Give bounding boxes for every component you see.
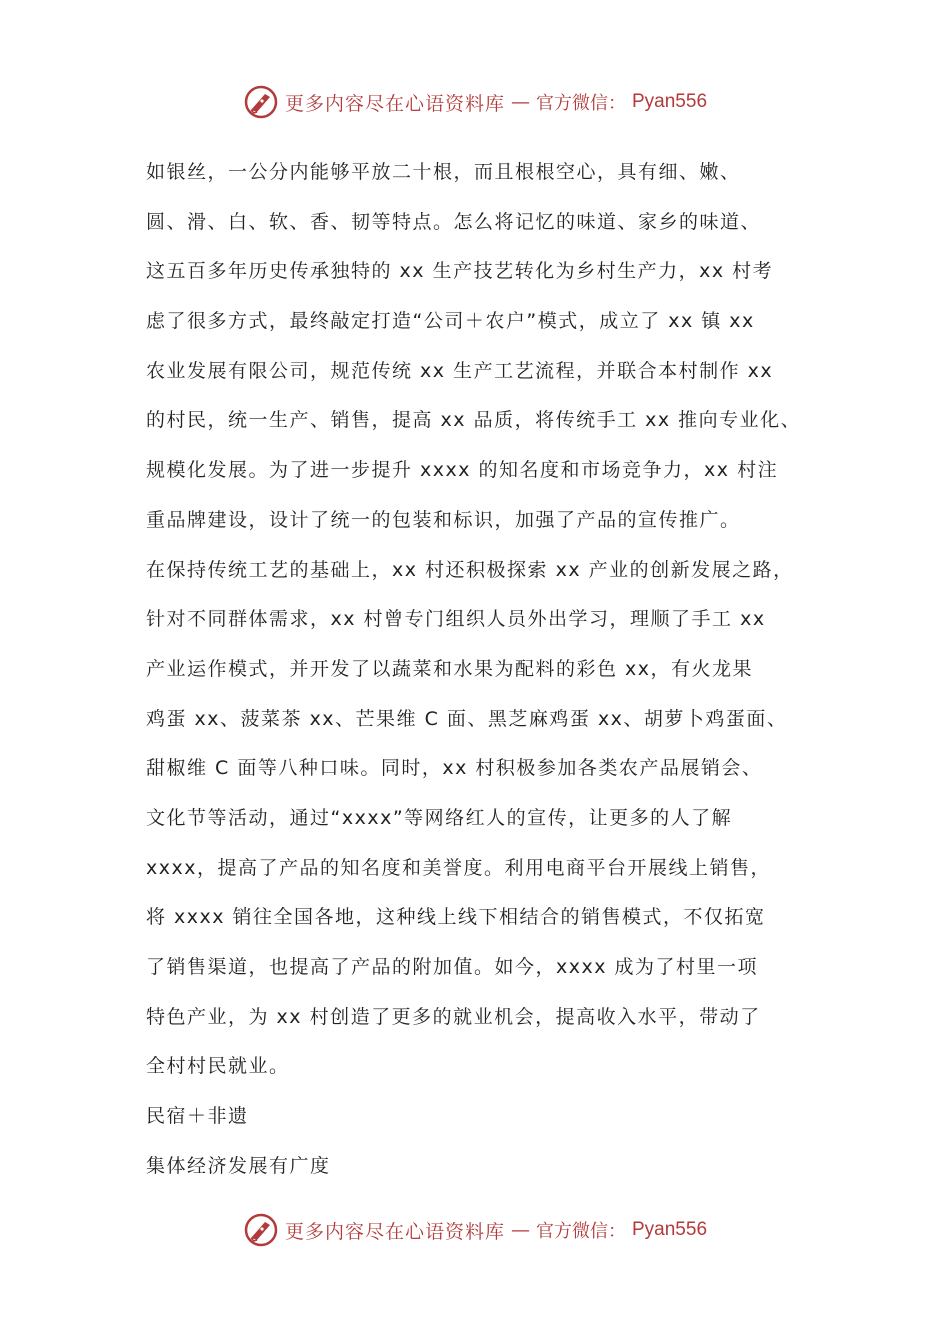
body-line: 这五百多年历史传承独特的 xx 生产技艺转化为乡村生产力，xx 村考 <box>146 260 774 283</box>
body-line: 特色产业，为 xx 村创造了更多的就业机会，提高收入水平，带动了 <box>146 1005 761 1028</box>
document-body <box>146 148 826 1191</box>
header-dash: — <box>511 91 530 113</box>
body-line: 规模化发展。为了进一步提升 xxxx 的知名度和市场竞争力，xx 村注 <box>146 459 779 482</box>
footer-banner <box>0 1210 950 1250</box>
body-line: 了销售渠道，也提高了产品的附加值。如今，xxxx 成为了村里一项 <box>146 956 759 978</box>
body-line: 在保持传统工艺的基础上，xx 村还积极探索 xx 产业的创新发展之路， <box>146 558 794 581</box>
body-line: xxxx，提高了产品的知名度和美誉度。利用电商平台开展线上销售， <box>146 856 771 879</box>
footer-wechat-id: Pyan556 <box>632 1219 708 1240</box>
body-line: 虑了很多方式，最终敲定打造“公司＋农户”模式，成立了 xx 镇 xx <box>146 310 755 333</box>
body-line: 全村村民就业。 <box>146 1055 290 1078</box>
header-wechat-label: 官方微信： <box>536 93 626 114</box>
header-wechat-id: Pyan556 <box>632 91 708 112</box>
header-brand-text: 更多内容尽在心语资料库 <box>284 92 505 115</box>
footer-wechat-label: 官方微信： <box>536 1221 626 1242</box>
pen-nib-logo-icon <box>243 84 279 120</box>
body-line: 农业发展有限公司，规范传统 xx 生产工艺流程，并联合本村制作 xx <box>146 359 774 382</box>
body-line: 针对不同群体需求，xx 村曾专门组织人员外出学习，理顺了手工 xx <box>146 608 766 631</box>
body-line: 如银丝，一公分内能够平放二十根，而且根根空心，具有细、嫩、 <box>146 161 741 183</box>
body-line: 鸡蛋 xx、菠菜茶 xx、芒果维 C 面、黑芝麻鸡蛋 xx、胡萝卜鸡蛋面、 <box>146 707 788 730</box>
footer-dash: — <box>511 1219 530 1241</box>
body-line: 甜椒维 C 面等八种口味。同时，xx 村积极参加各类农产品展销会、 <box>146 757 763 780</box>
body-line: 将 xxxx 销往全国各地，这种线上线下相结合的销售模式，不仅拓宽 <box>146 906 766 929</box>
body-line: 产业运作模式，并开发了以蔬菜和水果为配料的彩色 xx，有火龙果 <box>146 657 754 680</box>
body-line: 文化节等活动，通过“xxxx”等网络红人的宣传，让更多的人了解 <box>146 806 733 829</box>
footer-brand-text: 更多内容尽在心语资料库 <box>284 1220 505 1243</box>
body-line: 的村民，统一生产、销售，提高 xx 品质，将传统手工 xx 推向专业化、 <box>146 409 802 432</box>
section-heading-minsu-feiyi: 民宿＋非遗 <box>146 1105 249 1128</box>
body-line: 重品牌建设，设计了统一的包装和标识，加强了产品的宣传推广。 <box>146 508 741 531</box>
pen-nib-logo-icon <box>243 1212 279 1248</box>
header-banner <box>0 82 950 122</box>
body-line: 圆、滑、白、软、香、韧等特点。怎么将记忆的味道、家乡的味道、 <box>146 210 762 233</box>
section-heading-collective-economy: 集体经济发展有广度 <box>146 1154 331 1177</box>
